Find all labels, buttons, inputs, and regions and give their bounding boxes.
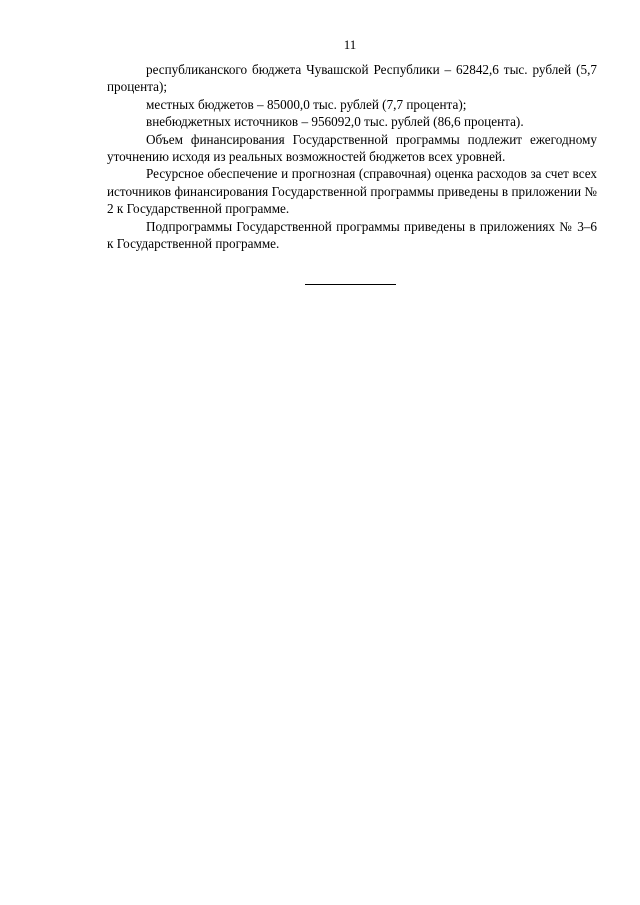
paragraph-republican-budget: республиканского бюджета Чувашской Республики – 62842,6 тыс. рублей (5,7 процента); xyxy=(107,62,597,95)
paragraph-local-budgets: местных бюджетов – 85000,0 тыс. рублей (7,7 процента); xyxy=(146,96,467,112)
end-separator-line xyxy=(305,284,396,285)
paragraph-financing-volume: Объем финансирования Государственной программы подлежит ежегодному уточнению исходя из реальных возможностей бюджетов всех уровней. xyxy=(107,131,597,165)
paragraph-resource-provision: Ресурсное обеспечение и прогнозная (справочная) оценка расходов за счет всех источников финансирования Государственной программы приведены в приложении № 2 к Государственной программе. xyxy=(107,166,597,217)
paragraph-subprograms: Подпрограммы Государственной программы приведены в приложениях № 3–6 к Государственной программе. xyxy=(107,218,597,252)
page-number: 11 xyxy=(343,37,357,52)
document-body xyxy=(107,61,597,252)
paragraph-extrabudgetary-sources: внебюджетных источников – 956092,0 тыс. рублей (86,6 процента). xyxy=(146,114,524,130)
